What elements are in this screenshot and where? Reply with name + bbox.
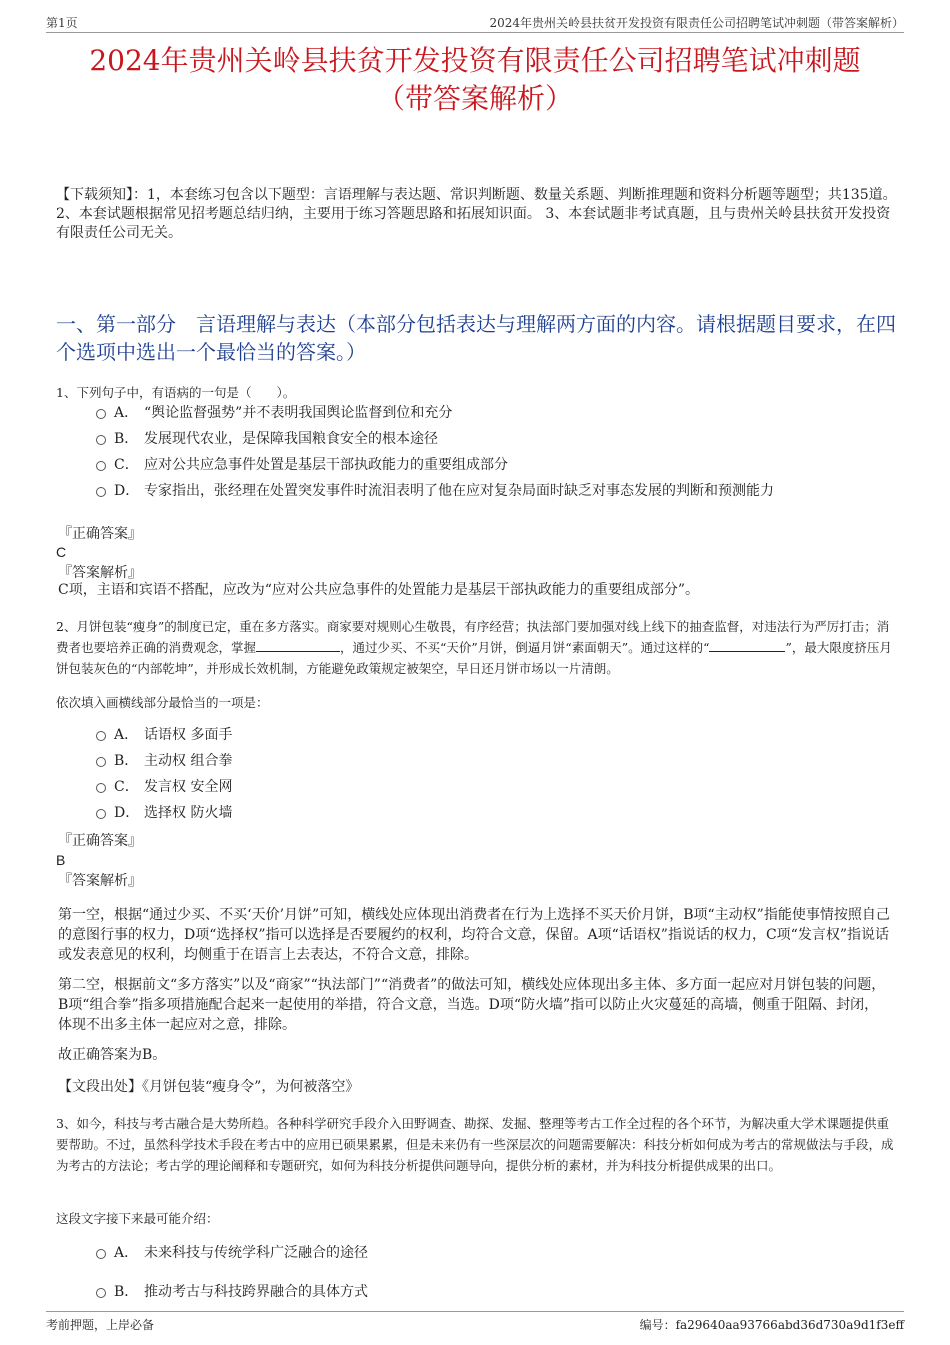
q3-prompt: 这段文字接下来最可能介绍： xyxy=(56,1211,219,1226)
page-footer xyxy=(46,1311,904,1336)
q1-option-d[interactable]: D． 专家指出，张经理在处置突发事件时流泪表明了他在应对复杂局面时缺乏对事态发展的判断和预测能力 xyxy=(96,481,774,501)
q1-answer: C xyxy=(56,544,67,560)
q2-analysis-para-1: 第一空，根据“通过少买、不买‘天价’月饼”可知，横线处应体现出消费者在行为上选择不买天价月饼，B项“主动权”指能使事情按照自己的意图行事的权力，D项“选择权”指可以选择是否要履约的权利，均符合文意，保留。A项“话语权”指说话的权力，C项“发言权”指说话或发表意见的权利，均侧重于在语言上去表达，不符合文意，排除。 xyxy=(58,907,890,963)
radio-icon[interactable] xyxy=(96,731,106,741)
q2-correct-label: 『正确答案』 xyxy=(58,833,142,849)
document-id: 编号：fa29640aa93766abd36d730a9d1f3eff xyxy=(639,1318,904,1332)
blank-1 xyxy=(256,639,340,652)
title-line-2: （带答案解析） xyxy=(376,82,573,115)
q1-option-b[interactable]: B． 发展现代农业，是保障我国粮食安全的根本途径 xyxy=(96,429,438,449)
radio-icon[interactable] xyxy=(96,487,106,497)
q2-prompt: 依次填入画横线部分最恰当的一项是： xyxy=(56,695,269,710)
radio-icon[interactable] xyxy=(96,461,106,471)
page-title xyxy=(40,42,910,118)
q2-source: 【文段出处】《月饼包装“瘦身令”，为何被落空》 xyxy=(58,1079,360,1095)
radio-icon[interactable] xyxy=(96,435,106,445)
title-line-1: 2024年贵州关岭县扶贫开发投资有限责任公司招聘笔试冲刺题 xyxy=(89,44,861,77)
q3-option-a[interactable]: A． 未来科技与传统学科广泛融合的途径 xyxy=(96,1243,368,1263)
q1-analysis: C项，主语和宾语不搭配，应改为“应对公共应急事件的处置能力是基层干部执政能力的重要组成部分”。 xyxy=(58,582,700,598)
q2-conclusion: 故正确答案为B。 xyxy=(58,1047,167,1063)
q1-correct-label: 『正确答案』 xyxy=(58,526,142,542)
footer-slogan: 考前押题，上岸必备 xyxy=(46,1318,155,1332)
q1-option-c[interactable]: C． 应对公共应急事件处置是基层干部执政能力的重要组成部分 xyxy=(96,455,508,475)
radio-icon[interactable] xyxy=(96,783,106,793)
q2-answer: B xyxy=(56,852,66,868)
section-heading: 一、第一部分 言语理解与表达（本部分包括表达与理解两方面的内容。请根据题目要求，在四个选项中选出一个最恰当的答案。） xyxy=(56,312,896,364)
download-notice: 【下载须知】：1，本套练习包含以下题型：言语理解与表达题、常识判断题、数量关系题、判断推理题和资料分析题等题型；共135道。 2、本套试题根据常见招考题总结归纳，主要用于练习答题思路和拓展知识面。 3、本套试题非考试真题，且与贵州关岭县扶贫开发投资有限责任公司无关。 xyxy=(56,187,897,241)
q2-option-b[interactable]: B． 主动权 组合拳 xyxy=(96,751,232,771)
q2-option-c[interactable]: C． 发言权 安全网 xyxy=(96,777,232,797)
q3-stem: 3、如今，科技与考古融合是大势所趋。各种科学研究手段介入田野调查、勘探、发掘、整理等考古工作全过程的各个环节，为解决重大学术课题提供重要帮助。不过，虽然科学技术手段在考古中的应用已硕果累累，但是未来仍有一些深层次的问题需要解决：科技分析如何成为考古的常规做法与手段，成为考古的方法论；考古学的理论阐释和专题研究，如何为科技分析提供问题导向，提供分析的素材，并为科技分析提供成果的出口。 xyxy=(56,1116,894,1173)
header-doc-title: 2024年贵州关岭县扶贫开发投资有限责任公司招聘笔试冲刺题（带答案解析） xyxy=(489,16,904,30)
radio-icon[interactable] xyxy=(96,1288,106,1298)
q2-option-a[interactable]: A． 话语权 多面手 xyxy=(96,725,232,745)
page-header xyxy=(46,12,904,33)
page-number: 第1页 xyxy=(46,16,78,30)
q1-stem: 1、下列句子中，有语病的一句是（ ）。 xyxy=(56,385,296,400)
radio-icon[interactable] xyxy=(96,1249,106,1259)
q3-option-b[interactable]: B． 推动考古与科技跨界融合的具体方式 xyxy=(96,1282,368,1302)
q2-analysis-para-2: 第二空，根据前文“多方落实”以及“商家”“执法部门”“消费者”的做法可知，横线处应体现出多主体、多方面一起应对月饼包装的问题，B项“组合拳”指多项措施配合起来一起使用的举措，符合文意，当选。D项“防火墙”指可以防止火灾蔓延的高墙，侧重于阻隔、封闭，体现不出多主体一起应对之意，排除。 xyxy=(58,977,886,1033)
radio-icon[interactable] xyxy=(96,809,106,819)
q1-analysis-label: 『答案解析』 xyxy=(58,565,142,581)
blank-2 xyxy=(709,639,785,652)
q2-option-d[interactable]: D． 选择权 防火墙 xyxy=(96,803,232,823)
radio-icon[interactable] xyxy=(96,757,106,767)
q2-analysis-label: 『答案解析』 xyxy=(58,873,142,889)
q1-option-a[interactable]: A． “舆论监督强势”并不表明我国舆论监督到位和充分 xyxy=(96,403,452,423)
radio-icon[interactable] xyxy=(96,409,106,419)
q2-stem: 2、月饼包装“瘦身”的制度已定，重在多方落实。商家要对规则心生敬畏，有序经营；执法部门要加强对线上线下的抽查监督，对违法行为严厉打击；消费者也要培养正确的消费观念，掌握 ，通过少买、不买“天价”月饼，倒逼月饼“素面朝天”。通过这样的“ ”，最大限度挤压月饼包装灰色的“内部乾坤”，并形成长效机制，方能避免政策规定被架空，早日还月饼市场以一片清朗。 xyxy=(56,619,892,676)
